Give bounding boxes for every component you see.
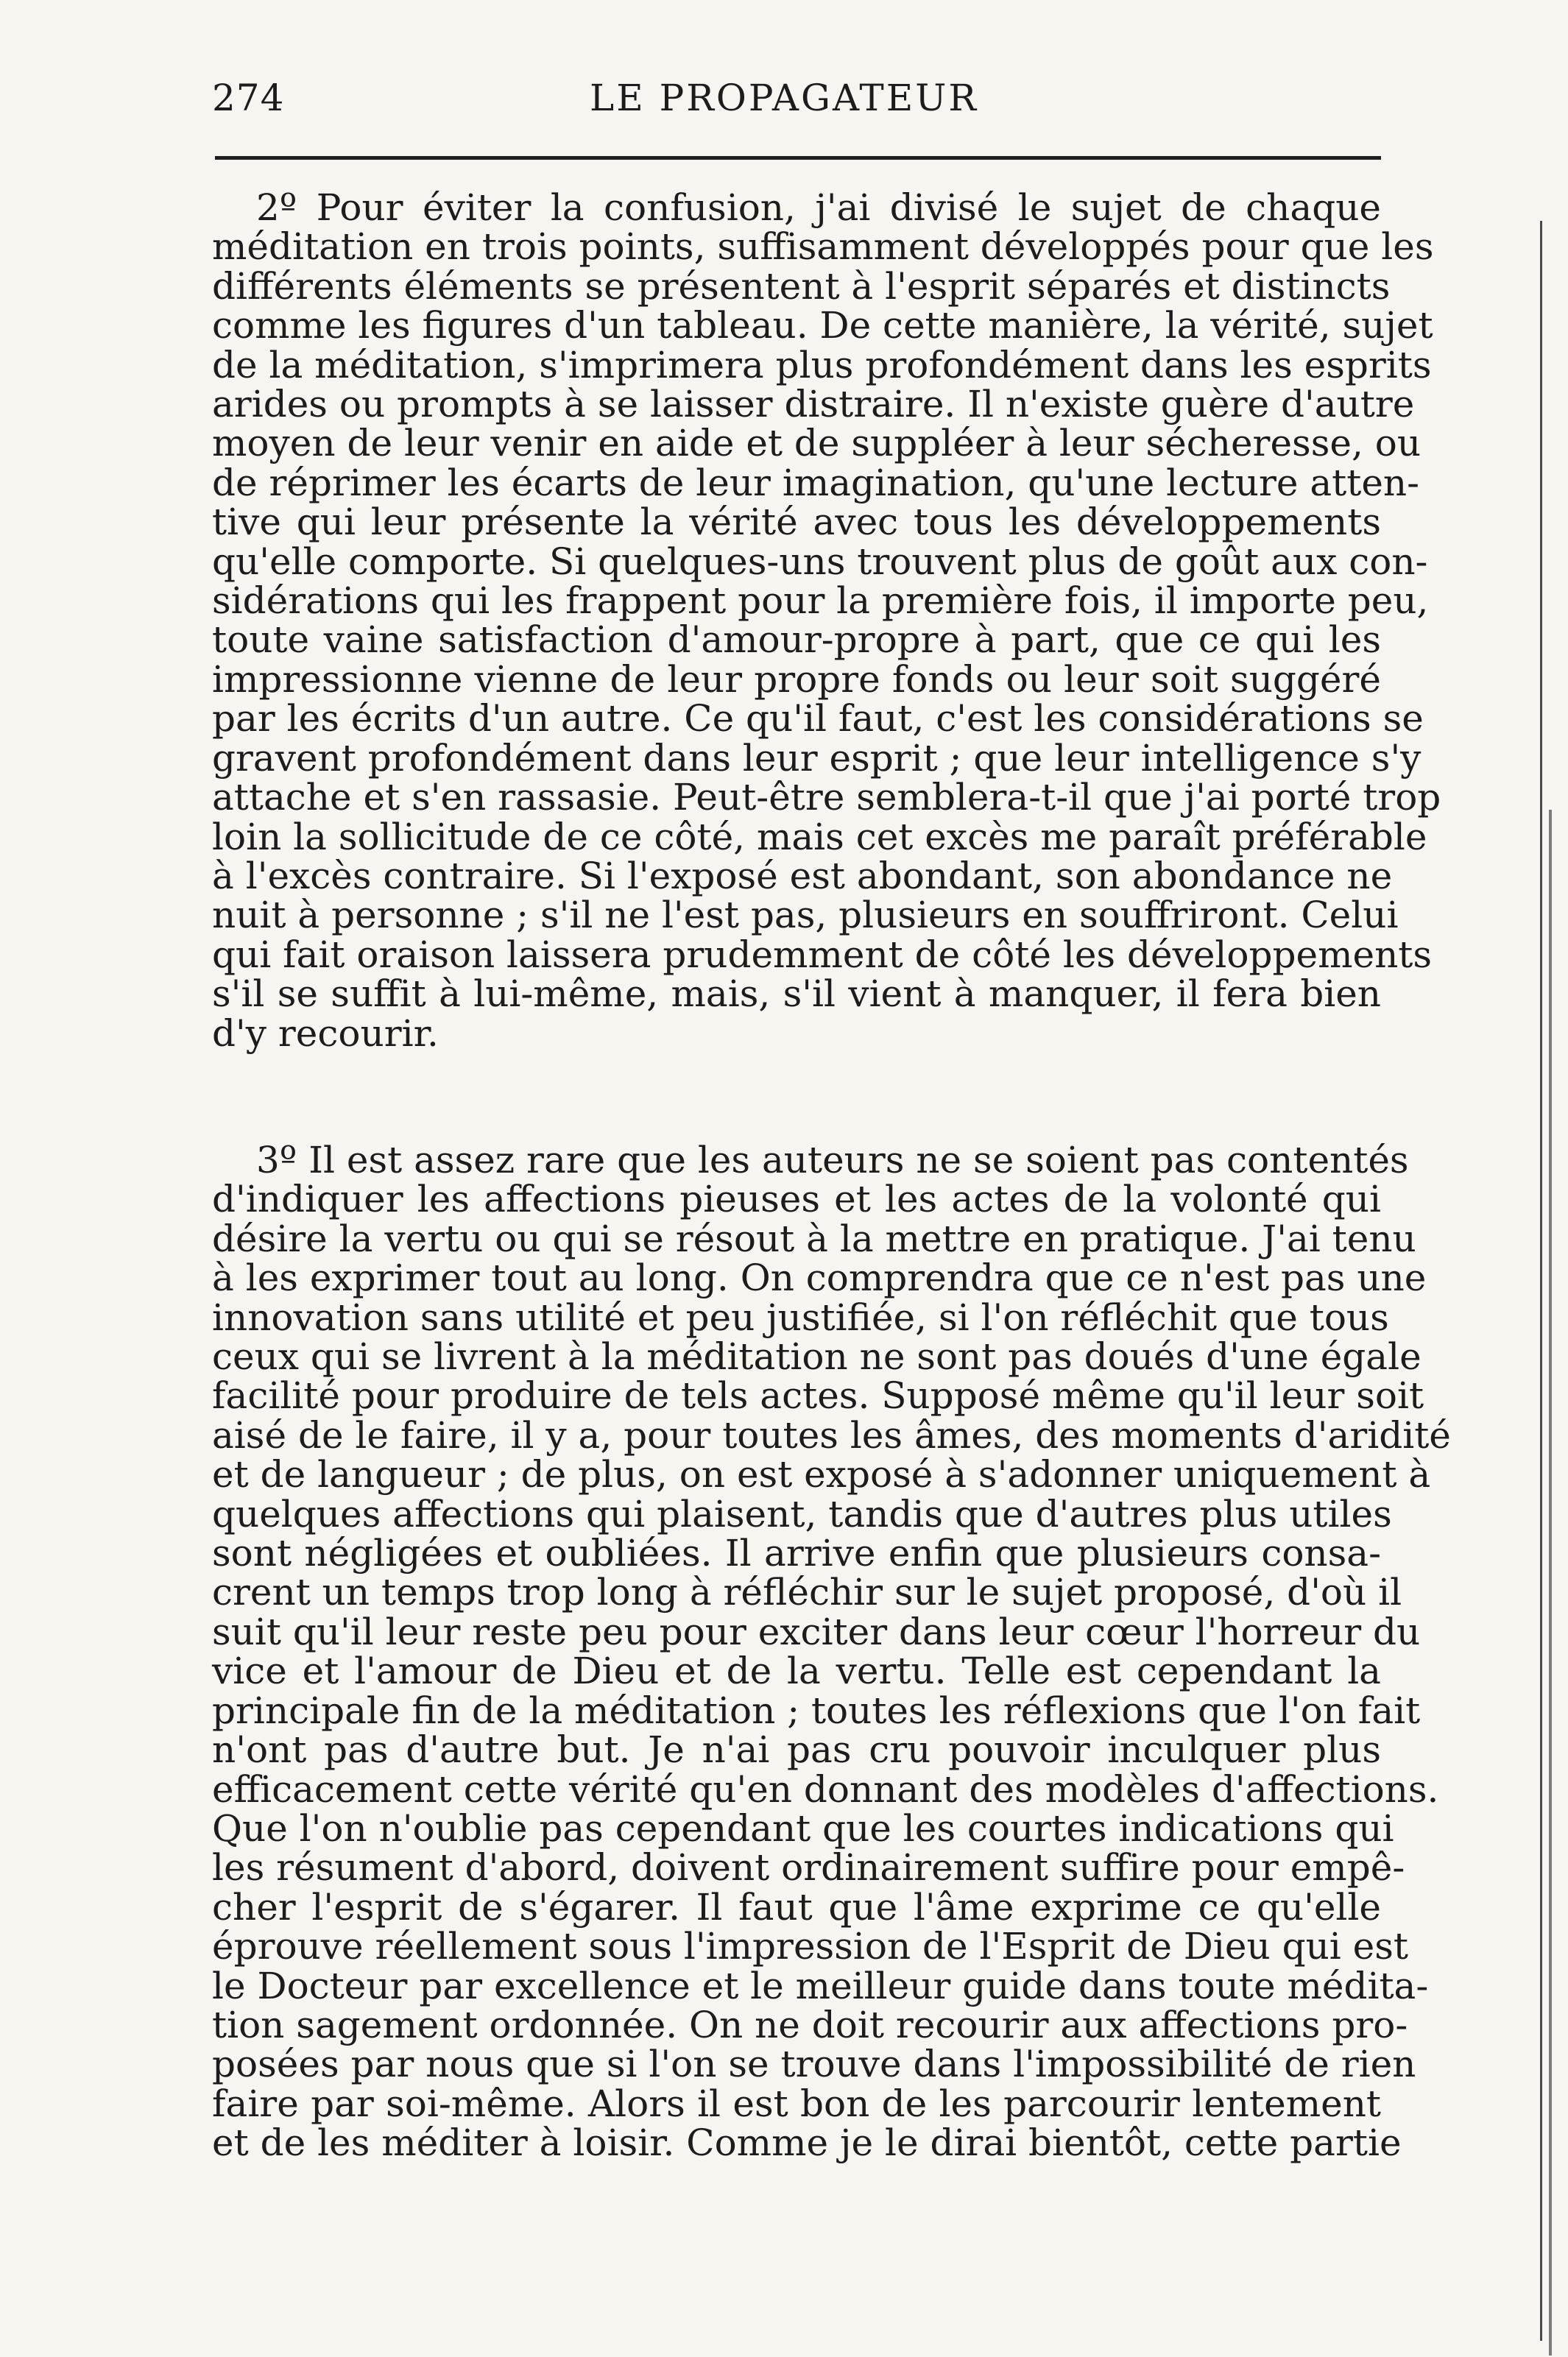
text-line: 2º Pour éviter la confusion, j'ai divisé le sujet de chaque bbox=[256, 186, 1381, 229]
text-line: facilité pour produire de tels actes. Supposé même qu'il leur soit bbox=[212, 1374, 1424, 1418]
header-rule bbox=[215, 156, 1381, 160]
text-line: méditation en trois points, suffisamment développés pour que les bbox=[212, 225, 1434, 269]
text-line: et de langueur ; de plus, on est exposé à s'adonner uniquement à bbox=[212, 1453, 1431, 1496]
text-line: toute vaine satisfaction d'amour-propre à part, que ce qui les bbox=[212, 618, 1381, 662]
text-line: arides ou prompts à se laisser distraire. Il n'existe guère d'autre bbox=[212, 383, 1415, 426]
paragraph-2 bbox=[212, 186, 1441, 1055]
text-line: impressionne vienne de leur propre fonds ou leur soit suggéré bbox=[212, 657, 1381, 701]
text-line: cher l'esprit de s'égarer. Il faut que l'âme exprime ce qu'elle bbox=[212, 1885, 1381, 1929]
text-line: Que l'on n'oublie pas cependant que les courtes indications qui bbox=[212, 1806, 1394, 1850]
text-line: qu'elle comporte. Si quelques-uns trouvent plus de goût aux con- bbox=[212, 540, 1428, 583]
text-line: posées par nous que si l'on se trouve dans l'impossibilité de rien bbox=[212, 2043, 1416, 2086]
text-line: sidérations qui les frappent pour la première fois, il importe peu, bbox=[212, 579, 1429, 623]
text-line: qui fait oraison laissera prudemment de côté les développements bbox=[212, 933, 1433, 976]
text-line: et de les méditer à loisir. Comme je le dirai bientôt, cette partie bbox=[212, 2121, 1402, 2165]
text-line: comme les figures d'un tableau. De cette manière, la vérité, sujet bbox=[212, 304, 1433, 347]
text-line: n'ont pas d'autre but. Je n'ai pas cru pouvoir inculquer plus bbox=[212, 1728, 1381, 1772]
text-line: efficacement cette vérité qu'en donnant des modèles d'affections. bbox=[212, 1767, 1439, 1811]
text-line: d'indiquer les affections pieuses et les actes de la volonté qui bbox=[212, 1178, 1381, 1221]
text-line: crent un temps trop long à réfléchir sur le sujet proposé, d'où il bbox=[212, 1571, 1402, 1614]
text-line: les résument d'abord, doivent ordinairement suffire pour empê- bbox=[212, 1846, 1405, 1890]
running-title: LE PROPAGATEUR bbox=[590, 77, 978, 119]
binding-edge bbox=[1549, 810, 1552, 2356]
text-line: ceux qui se livrent à la méditation ne sont pas doués d'une égale bbox=[212, 1335, 1422, 1379]
text-line: d'y recourir. bbox=[212, 1011, 439, 1055]
text-line: tion sagement ordonnée. On ne doit recourir aux affections pro- bbox=[212, 2003, 1408, 2046]
text-line: 3º Il est assez rare que les auteurs ne se soient pas contentés bbox=[256, 1139, 1409, 1181]
text-line: de la méditation, s'imprimera plus profondément dans les esprits bbox=[212, 343, 1432, 386]
text-line: désire la vertu ou qui se résout à la mettre en pratique. J'ai tenu bbox=[212, 1217, 1416, 1260]
page-edge-border bbox=[1540, 221, 1542, 2341]
text-line: suit qu'il leur reste peu pour exciter dans leur cœur l'horreur du bbox=[212, 1610, 1421, 1653]
text-line: nuit à personne ; s'il ne l'est pas, plusieurs en souffriront. Celui bbox=[212, 894, 1399, 937]
text-line: le Docteur par excellence et le meilleur guide dans toute médita- bbox=[212, 1964, 1429, 2007]
text-line: à l'excès contraire. Si l'exposé est abondant, son abondance ne bbox=[212, 854, 1393, 897]
text-line: faire par soi-même. Alors il est bon de les parcourir lentement bbox=[212, 2082, 1381, 2125]
text-line: attache et s'en rassasie. Peut-être semblera-t-il que j'ai porté trop bbox=[212, 776, 1441, 819]
text-line: éprouve réellement sous l'impression de l'Esprit de Dieu qui est bbox=[212, 1925, 1408, 1968]
page-number: 274 bbox=[212, 77, 285, 119]
text-line: à les exprimer tout au long. On comprendra que ce n'est pas une bbox=[212, 1257, 1427, 1300]
text-line: par les écrits d'un autre. Ce qu'il faut, c'est les considérations se bbox=[212, 697, 1424, 741]
text-line: sont négligées et oubliées. Il arrive enfin que plusieurs consa- bbox=[212, 1532, 1381, 1575]
text-line: gravent profondément dans leur esprit ; que leur intelligence s'y bbox=[212, 736, 1422, 780]
text-line: aisé de le faire, il y a, pour toutes les âmes, des moments d'aridité bbox=[212, 1413, 1451, 1457]
text-line: principale fin de la méditation ; toutes les réflexions que l'on fait bbox=[212, 1689, 1421, 1732]
text-line: moyen de leur venir en aide et de suppléer à leur sécheresse, ou bbox=[212, 422, 1422, 465]
text-line: différents éléments se présentent à l'esprit séparés et distincts bbox=[212, 264, 1391, 308]
text-line: loin la sollicitude de ce côté, mais cet excès me paraît préférable bbox=[212, 815, 1427, 858]
text-line: quelques affections qui plaisent, tandis que d'autres plus utiles bbox=[212, 1492, 1392, 1536]
text-line: vice et l'amour de Dieu et de la vertu. Telle est cependant la bbox=[212, 1650, 1381, 1693]
text-line: innovation sans utilité et peu justifiée, si l'on réfléchit que tous bbox=[212, 1296, 1389, 1339]
paragraph-3 bbox=[212, 1139, 1451, 2165]
text-line: s'il se suffit à lui-même, mais, s'il vient à manquer, il fera bien bbox=[212, 972, 1381, 1016]
text-line: tive qui leur présente la vérité avec tous les développements bbox=[212, 501, 1381, 544]
text-line: de réprimer les écarts de leur imagination, qu'une lecture atten- bbox=[212, 461, 1420, 504]
